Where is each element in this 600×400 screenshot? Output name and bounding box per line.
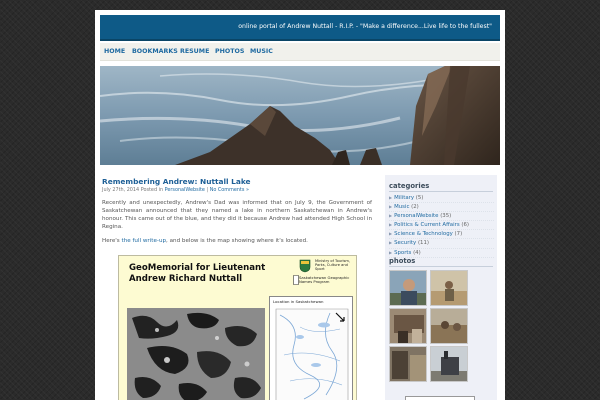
category-link[interactable]: Science & Technology [394, 231, 453, 238]
category-item-politics[interactable] [389, 221, 494, 230]
photos-heading: photos [389, 257, 416, 265]
category-item-science[interactable] [389, 230, 494, 239]
site-tagline: online portal of Andrew Nuttall - R.I.P. - "Make a difference...Live life to the fullest" [238, 23, 492, 30]
bullet-arrow-icon: ▶ [389, 204, 393, 210]
category-count: (11) [417, 240, 430, 247]
header-banner-image [100, 66, 500, 165]
category-link[interactable]: Military [394, 195, 415, 201]
program-label: Saskatchewan Geographic Names Program [299, 275, 350, 285]
full-write-up-link[interactable]: the full write-up [121, 238, 167, 244]
category-link[interactable]: PersonalWebsite [394, 213, 439, 220]
divider [389, 266, 493, 267]
bullet-arrow-icon: ▶ [389, 240, 393, 246]
category-item-security[interactable] [389, 239, 494, 248]
photo-image [390, 271, 427, 306]
site-header [100, 15, 500, 41]
category-count: (4) [413, 249, 421, 256]
photo-thumbnail[interactable] [430, 270, 468, 306]
photo-image [390, 309, 427, 344]
saskatchewan-map-graphic [270, 305, 354, 400]
categories-heading: categories [389, 182, 430, 190]
nav-resume[interactable]: RESUME [180, 48, 210, 55]
coastline-photo [100, 66, 500, 165]
page-container [95, 10, 505, 400]
category-count: (2) [411, 204, 419, 211]
category-link[interactable]: Politics & Current Affairs [394, 222, 460, 229]
paragraph-text: , and below is the map showing where it's located. [166, 238, 308, 244]
category-count: (35) [440, 213, 452, 220]
photo-image [390, 347, 427, 382]
category-link[interactable]: Security [394, 240, 417, 247]
category-count: (7) [454, 231, 463, 238]
category-link[interactable]: Sports [394, 249, 412, 256]
bullet-arrow-icon: ▶ [389, 195, 393, 200]
category-count: (6) [461, 222, 469, 229]
nav-home[interactable]: HOME [104, 48, 126, 55]
photo-thumbnail[interactable] [389, 308, 427, 344]
main-navigation [100, 43, 500, 61]
aerial-lake-map [127, 308, 265, 400]
sidebar [385, 175, 497, 400]
nav-music[interactable]: MUSIC [250, 48, 273, 55]
bullet-arrow-icon: ▶ [389, 222, 393, 228]
map-title: GeoMemorial for Lieutenant Andrew Richard Nuttall [129, 263, 266, 284]
photo-image [431, 309, 468, 344]
photo-image [431, 271, 468, 306]
category-link[interactable]: Music [394, 204, 410, 211]
geomemorial-map-image[interactable] [118, 255, 357, 400]
ministry-label: Ministry of Tourism, Parks, Culture and Sport [315, 259, 351, 272]
category-item-music[interactable] [389, 203, 494, 212]
post-meta [102, 187, 249, 193]
photo-thumbnail[interactable] [430, 346, 468, 382]
nav-photos[interactable]: PHOTOS [215, 48, 245, 55]
paragraph-text: Here's [102, 238, 122, 244]
post-date: July 27th, 2014 Posted in [102, 187, 165, 193]
photo-thumbnail[interactable] [389, 346, 427, 382]
post-title-link[interactable]: Remembering Andrew: Nuttall Lake [102, 177, 251, 186]
post-comments-link[interactable]: No Comments » [209, 187, 249, 193]
post-paragraph [102, 237, 372, 245]
bullet-arrow-icon: ▶ [389, 213, 393, 219]
category-item-personalwebsite[interactable] [389, 212, 494, 221]
location-label: Location in Saskatchewan [273, 299, 324, 304]
bullet-arrow-icon: ▶ [389, 249, 393, 255]
nav-bookmarks[interactable]: BOOKMARKS [132, 48, 178, 55]
main-content [100, 175, 380, 400]
crest-icon [299, 259, 311, 273]
lake-satellite-image [127, 308, 265, 400]
post-category-link[interactable]: PersonalWebsite [164, 187, 205, 193]
category-item-military[interactable] [389, 194, 494, 203]
category-count: (5) [415, 195, 424, 201]
post-paragraph: Recently and unexpectedly, Andrew's Dad was informed that on July 9, the Government of Saskatchewan announced that they named a lake in northern Saskatchewan in Andrew's honour. This came out of the blue, and they did it because Andrew had attended High School in Regina. [102, 200, 372, 231]
divider [389, 191, 493, 192]
photo-image [431, 347, 468, 382]
location-inset-map [269, 296, 353, 400]
photo-thumbnail[interactable] [389, 270, 427, 306]
search-input[interactable] [405, 396, 475, 400]
photo-thumbnail[interactable] [430, 308, 468, 344]
category-list [389, 194, 494, 258]
bullet-arrow-icon: ▶ [389, 231, 393, 237]
meta-separator: | [204, 187, 210, 193]
